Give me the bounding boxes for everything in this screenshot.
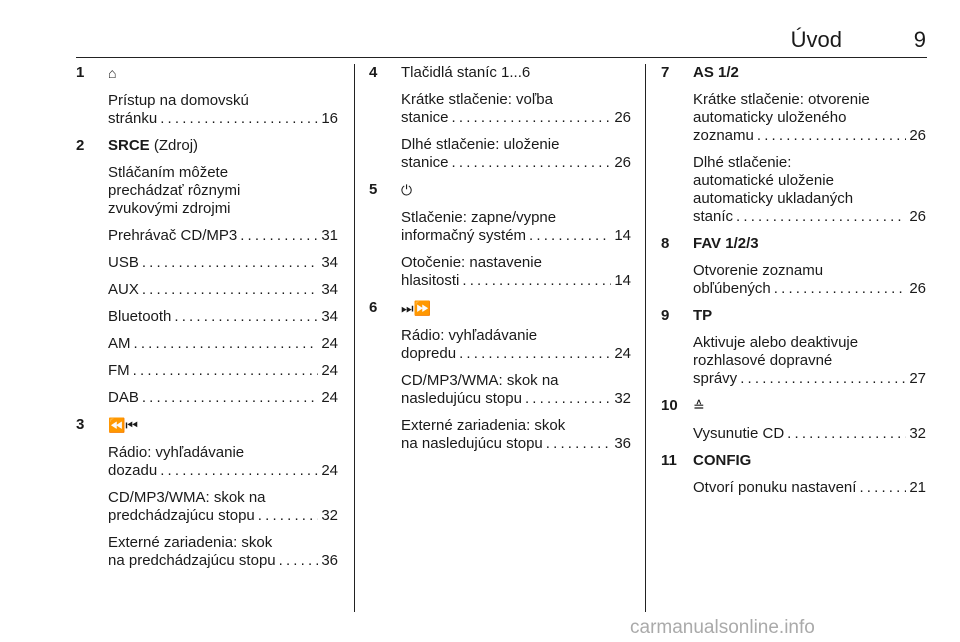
- legend-item: [76, 416, 338, 570]
- entry: [108, 534, 338, 570]
- entry-label: dozadu: [108, 462, 158, 479]
- page-ref: 34: [321, 281, 338, 298]
- legend-item: [661, 397, 926, 443]
- toc-line: [108, 308, 338, 326]
- toc-line: [108, 389, 338, 407]
- button-description: (Zdroj): [149, 137, 199, 154]
- page-ref: 32: [321, 507, 338, 524]
- entry-text: CD/MP3/WMA: skok na: [108, 489, 266, 506]
- button-name: SRCE: [108, 137, 150, 154]
- entry-label: USB: [108, 254, 139, 271]
- legend-item: [76, 137, 338, 407]
- entry-text: automatické uloženie: [693, 172, 834, 189]
- entry-label: DAB: [108, 389, 139, 406]
- dot-leader: [240, 227, 318, 245]
- toc-line: [108, 254, 338, 272]
- entry-label: obľúbených: [693, 280, 771, 297]
- toc-line: [108, 507, 338, 525]
- dot-leader: [859, 479, 906, 497]
- entry: [401, 254, 631, 290]
- dot-leader: [736, 208, 906, 226]
- item-heading: [693, 397, 926, 416]
- entry-text: Externé zariadenia: skok: [401, 417, 566, 434]
- dot-leader: [134, 335, 319, 353]
- item-heading: [108, 416, 338, 435]
- page-ref: 24: [614, 345, 631, 362]
- page-ref: 26: [614, 109, 631, 126]
- page-ref: 31: [321, 227, 338, 244]
- toc-line: [693, 425, 926, 443]
- dot-leader: [133, 362, 319, 380]
- entry-label: AUX: [108, 281, 139, 298]
- entry-label: dopredu: [401, 345, 457, 362]
- entry-label: na predchádzajúcu stopu: [108, 552, 276, 569]
- toc-line: [401, 390, 631, 408]
- entry-text: Krátke stlačenie: voľba: [401, 91, 553, 108]
- entry-label: Prehrávač CD/MP3: [108, 227, 238, 244]
- entry: [693, 91, 926, 145]
- dot-leader: [258, 507, 319, 525]
- page-ref: 32: [614, 390, 631, 407]
- seek-back-icon: ⏪⏮: [108, 417, 139, 433]
- entry-text: Otvorenie zoznamu: [693, 262, 824, 279]
- entry-label: Bluetooth: [108, 308, 172, 325]
- page-ref: 36: [614, 435, 631, 452]
- item-number: 11: [661, 452, 677, 469]
- dot-leader: [142, 281, 318, 299]
- entry: [401, 209, 631, 245]
- entry-label: Otvorí ponuku nastavení: [693, 479, 857, 496]
- toc-line: [401, 345, 631, 363]
- entry: [693, 334, 926, 388]
- entry: [108, 227, 338, 245]
- dot-leader: [774, 280, 907, 298]
- item-number: 8: [661, 235, 670, 252]
- entry: [693, 262, 926, 298]
- dot-leader: [160, 462, 318, 480]
- entry-text: rozhlasové dopravné: [693, 352, 833, 369]
- seek-forward-icon: ⏭⏩: [401, 300, 432, 316]
- entry: [401, 91, 631, 127]
- entry: [108, 92, 338, 128]
- entry-text: Dlhé stlačenie: uloženie: [401, 136, 560, 153]
- page-ref: 26: [909, 127, 926, 144]
- dot-leader: [740, 370, 906, 388]
- entry-text: Otočenie: nastavenie: [401, 254, 542, 271]
- column-divider-2: [645, 64, 646, 612]
- entry: [401, 327, 631, 363]
- dot-leader: [174, 308, 318, 326]
- entry-label: správy: [693, 370, 738, 387]
- entry-text: Aktivuje alebo deaktivuje: [693, 334, 859, 351]
- toc-line: [693, 127, 926, 145]
- legend-item: [369, 181, 631, 290]
- entry: [401, 136, 631, 172]
- entry: [108, 335, 338, 353]
- entry-label: FM: [108, 362, 130, 379]
- entry-text: Rádio: vyhľadávanie: [401, 327, 538, 344]
- page-ref: 14: [614, 227, 631, 244]
- watermark: carmanualsonline.info: [630, 617, 815, 638]
- item-heading: [108, 64, 338, 83]
- item-heading: [401, 181, 631, 200]
- item-number: 9: [661, 307, 670, 324]
- toc-line: [108, 110, 338, 128]
- legend-item: [76, 64, 338, 128]
- item-heading: [693, 307, 926, 325]
- home-icon: ⌂: [108, 65, 117, 81]
- item-number: 6: [369, 299, 378, 316]
- toc-line: [401, 154, 631, 172]
- eject-icon: ≙: [693, 398, 705, 414]
- entry-text: Krátke stlačenie: otvorenie: [693, 91, 870, 108]
- page-ref: 36: [321, 552, 338, 569]
- page-ref: 26: [909, 208, 926, 225]
- entry-label: Vysunutie CD: [693, 425, 785, 442]
- entry-label: stránku: [108, 110, 158, 127]
- entry: [108, 389, 338, 407]
- entry-text: prechádzať rôznymi: [108, 182, 241, 199]
- entry: [401, 372, 631, 408]
- button-name: CONFIG: [693, 452, 752, 469]
- column-1: [76, 64, 338, 570]
- toc-line: [693, 280, 926, 298]
- item-number: 1: [76, 64, 85, 81]
- entry: [108, 308, 338, 326]
- page-ref: 21: [909, 479, 926, 496]
- item-heading: [108, 137, 338, 155]
- page-ref: 34: [321, 254, 338, 271]
- entry-text: Rádio: vyhľadávanie: [108, 444, 245, 461]
- entry: [108, 281, 338, 299]
- dot-leader: [142, 389, 318, 407]
- dot-leader: [757, 127, 906, 145]
- legend-item: [661, 235, 926, 298]
- entry-label: informačný systém: [401, 227, 527, 244]
- page-ref: 34: [321, 308, 338, 325]
- dot-leader: [160, 110, 318, 128]
- page-ref: 24: [321, 335, 338, 352]
- header-rule: [76, 57, 927, 58]
- button-name: AS 1/2: [693, 64, 739, 81]
- page-ref: 24: [321, 362, 338, 379]
- dot-leader: [459, 345, 611, 363]
- entry-text: automaticky uloženého: [693, 109, 847, 126]
- page-ref: 32: [909, 425, 926, 442]
- entry-label: na nasledujúcu stopu: [401, 435, 543, 452]
- item-number: 10: [661, 397, 678, 414]
- toc-line: [693, 208, 926, 226]
- dot-leader: [462, 272, 611, 290]
- item-heading: [693, 452, 926, 470]
- dot-leader: [546, 435, 612, 453]
- entry: [108, 489, 338, 525]
- entry: [108, 444, 338, 480]
- page-header: [76, 27, 926, 53]
- entry-text: Externé zariadenia: skok: [108, 534, 273, 551]
- entry-label: nasledujúcu stopu: [401, 390, 522, 407]
- entry-text: Dlhé stlačenie:: [693, 154, 792, 171]
- entry: [401, 417, 631, 453]
- legend-item: [661, 307, 926, 388]
- toc-line: [108, 362, 338, 380]
- dot-leader: [452, 154, 612, 172]
- legend-item: [661, 452, 926, 497]
- entry-text: CD/MP3/WMA: skok na: [401, 372, 559, 389]
- entry-text: Prístup na domovskú: [108, 92, 249, 109]
- entry-label: staníc: [693, 208, 734, 225]
- item-heading: [401, 299, 631, 318]
- toc-line: [108, 462, 338, 480]
- item-heading: [693, 235, 926, 253]
- column-2: [369, 64, 631, 453]
- entry: [693, 479, 926, 497]
- button-name: TP: [693, 307, 713, 324]
- entry: [108, 164, 338, 218]
- entry-label: hlasitosti: [401, 272, 460, 289]
- column-divider-1: [354, 64, 355, 612]
- toc-line: [401, 272, 631, 290]
- entry: [108, 254, 338, 272]
- item-heading: [401, 64, 631, 82]
- toc-line: [693, 370, 926, 388]
- page-ref: 24: [321, 389, 338, 406]
- item-number: 3: [76, 416, 85, 433]
- item-title: Tlačidlá staníc 1...6: [401, 64, 531, 81]
- dot-leader: [142, 254, 318, 272]
- dot-leader: [452, 109, 612, 127]
- button-name: FAV 1/2/3: [693, 235, 759, 252]
- dot-leader: [279, 552, 319, 570]
- page-number: 9: [913, 27, 926, 52]
- page-title: Úvod: [790, 27, 842, 52]
- dot-leader: [787, 425, 906, 443]
- entry: [693, 425, 926, 443]
- power-icon: ⏻: [401, 182, 413, 198]
- toc-line: [108, 335, 338, 353]
- entry-label: stanice: [401, 109, 449, 126]
- entry-label: stanice: [401, 154, 449, 171]
- dot-leader: [525, 390, 611, 408]
- toc-line: [401, 109, 631, 127]
- entry: [693, 154, 926, 226]
- page-ref: 24: [321, 462, 338, 479]
- entry-text: zvukovými zdrojmi: [108, 200, 231, 217]
- toc-line: [108, 281, 338, 299]
- item-number: 2: [76, 137, 85, 154]
- page-ref: 26: [614, 154, 631, 171]
- legend-item: [661, 64, 926, 226]
- page-ref: 27: [909, 370, 926, 387]
- item-number: 5: [369, 181, 378, 198]
- toc-line: [401, 227, 631, 245]
- page-ref: 16: [321, 110, 338, 127]
- item-number: 4: [369, 64, 378, 81]
- entry-label: predchádzajúcu stopu: [108, 507, 255, 524]
- dot-leader: [529, 227, 611, 245]
- entry-text: automaticky ukladaných: [693, 190, 854, 207]
- item-heading: [693, 64, 926, 82]
- entry-label: AM: [108, 335, 131, 352]
- legend-item: [369, 299, 631, 453]
- legend-item: [369, 64, 631, 172]
- item-number: 7: [661, 64, 670, 81]
- toc-line: [108, 227, 338, 245]
- toc-line: [108, 552, 338, 570]
- page-ref: 26: [909, 280, 926, 297]
- toc-line: [693, 479, 926, 497]
- column-3: [661, 64, 926, 497]
- entry: [108, 362, 338, 380]
- entry-text: Stláčaním môžete: [108, 164, 229, 181]
- page-ref: 14: [614, 272, 631, 289]
- entry-label: zoznamu: [693, 127, 754, 144]
- entry-text: Stlačenie: zapne/vypne: [401, 209, 557, 226]
- toc-line: [401, 435, 631, 453]
